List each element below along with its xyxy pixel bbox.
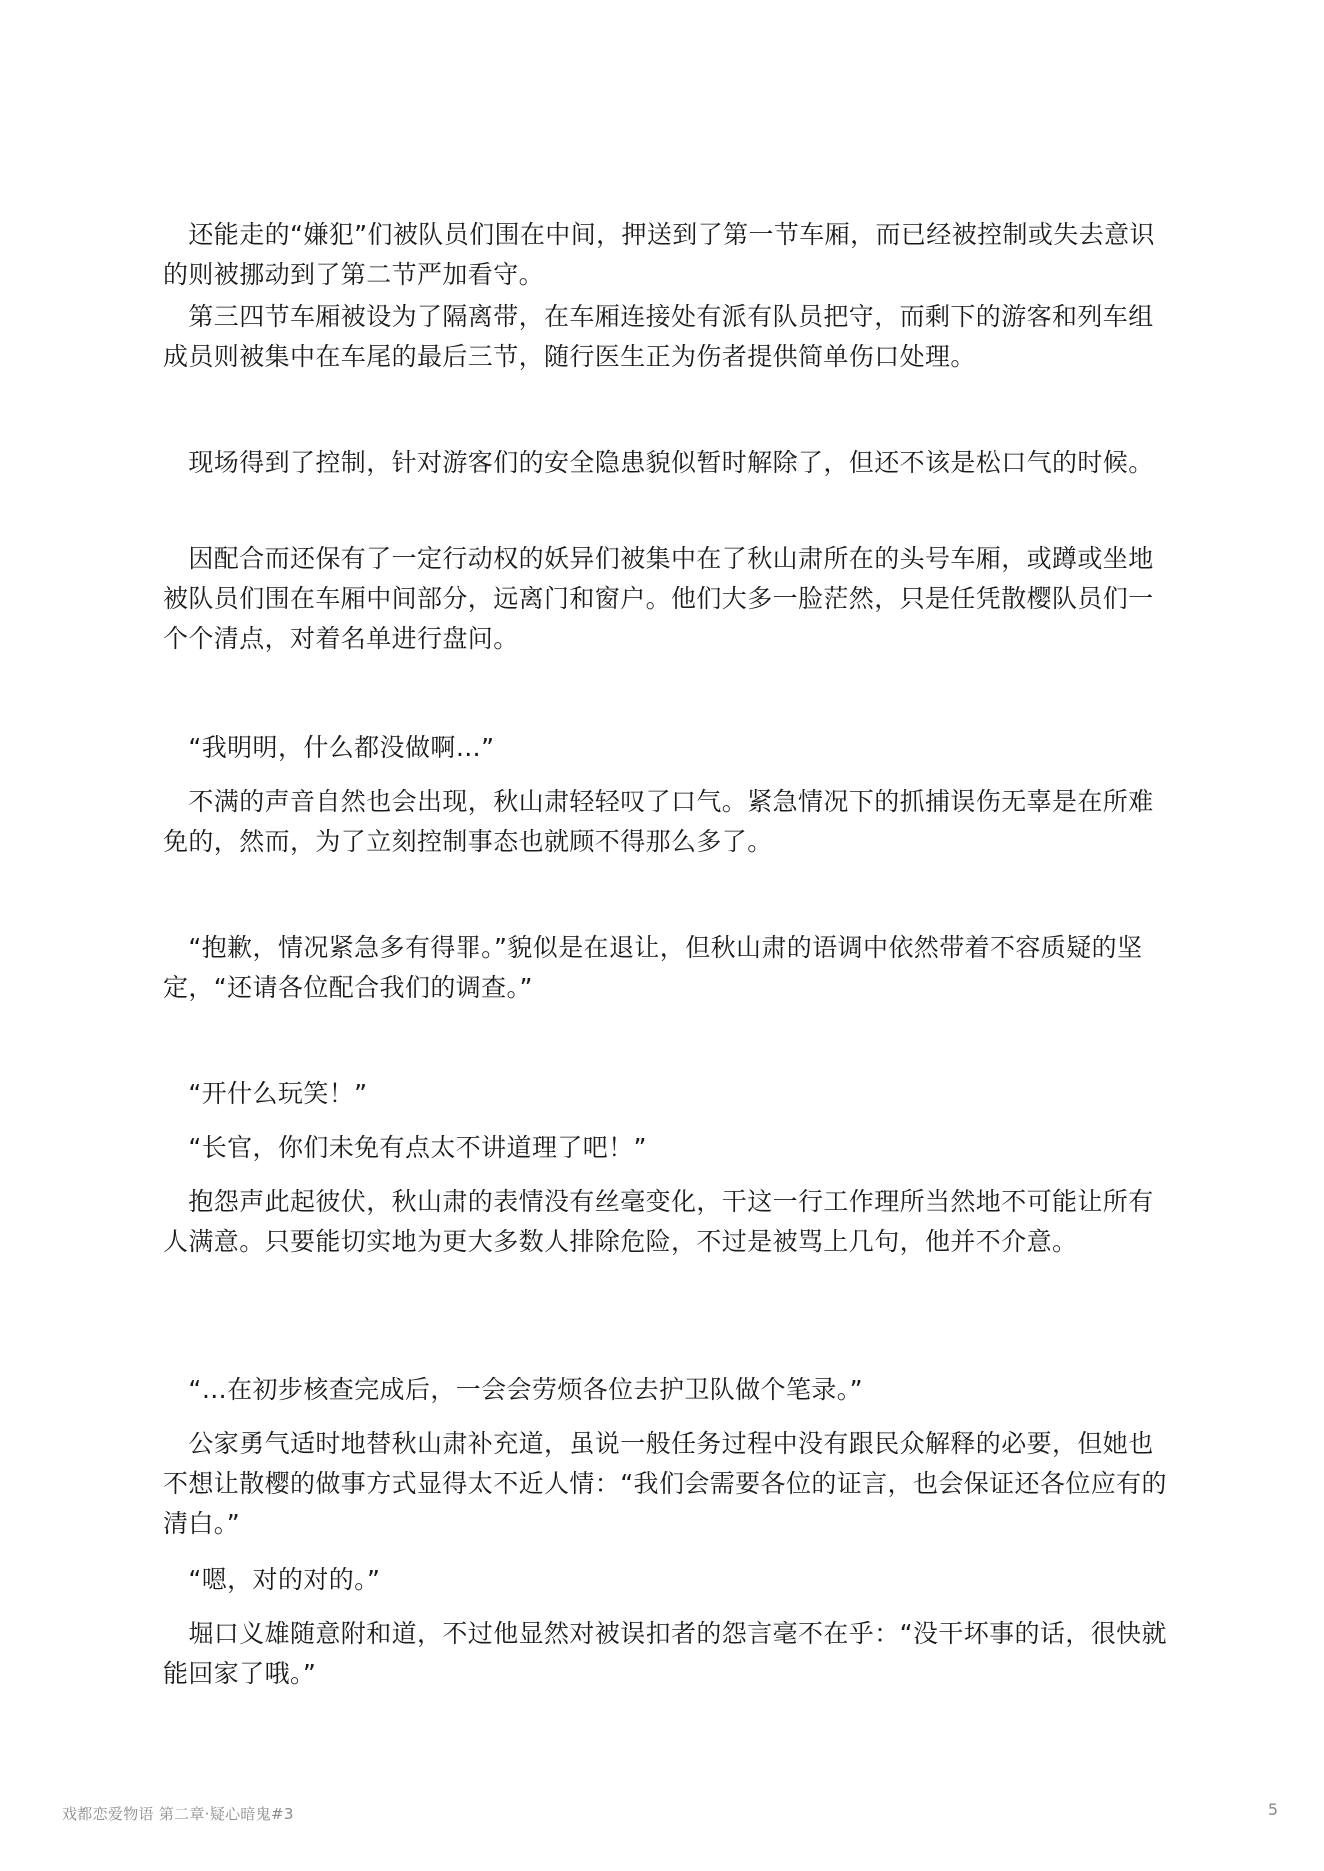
paragraph: 堀口义雄随意附和道，不过他显然对被误扣者的怨言毫不在乎：“没干坏事的话，很快就能回家了哦。” [163,1619,1167,1688]
paragraph: “长官，你们未免有点太不讲道理了吧！” [163,1133,647,1162]
paragraph: “抱歉，情况紧急多有得罪。”貌似是在退让，但秋山肃的语调中依然带着不容质疑的坚定，“还请各位配合我们的调查。” [163,933,1143,1002]
footer-document-title: 戏都恋爱物语 第二章·疑心暗鬼#3 [62,1805,294,1823]
paragraph: 不满的声音自然也会出现，秋山肃轻轻叹了口气。紧急情况下的抓捕误伤无辜是在所难免的，然而，为了立刻控制事态也就顾不得那么多了。 [163,787,1154,856]
paragraph: 公家勇气适时地替秋山肃补充道，虽说一般任务过程中没有跟民众解释的必要，但她也不想让散樱的做事方式显得太不近人情：“我们会需要各位的证言，也会保证还各位应有的清白。” [163,1429,1167,1538]
paragraph: 因配合而还保有了一定行动权的妖异们被集中在了秋山肃所在的头号车厢，或蹲或坐地被队员们围在车厢中间部分，远离门和窗户。他们大多一脸茫然，只是任凭散樱队员们一个个清点，对着名单进行盘问。 [163,544,1154,653]
page-number: 5 [1267,1800,1278,1819]
paragraph: 抱怨声此起彼伏，秋山肃的表情没有丝毫变化，干这一行工作理所当然地不可能让所有人满意。只要能切实地为更大多数人排除危险，不过是被骂上几句，他并不介意。 [163,1187,1154,1256]
paragraph: “…在初步核查完成后，一会会劳烦各位去护卫队做个笔录。” [163,1375,864,1404]
paragraph: 第三四节车厢被设为了隔离带，在车厢连接处有派有队员把守，而剩下的游客和列车组成员则被集中在车尾的最后三节，随行医生正为伤者提供简单伤口处理。 [163,302,1154,371]
paragraph: “我明明，什么都没做啊…” [163,733,495,762]
paragraph: “开什么玩笑！” [163,1079,368,1108]
paragraph: 现场得到了控制，针对游客们的安全隐患貌似暂时解除了，但还不该是松口气的时候。 [163,448,1154,477]
paragraph: “嗯，对的对的。” [163,1565,381,1594]
paragraph: 还能走的“嫌犯”们被队员们围在中间，押送到了第一节车厢，而已经被控制或失去意识的则被挪动到了第二节严加看守。 [163,220,1155,289]
